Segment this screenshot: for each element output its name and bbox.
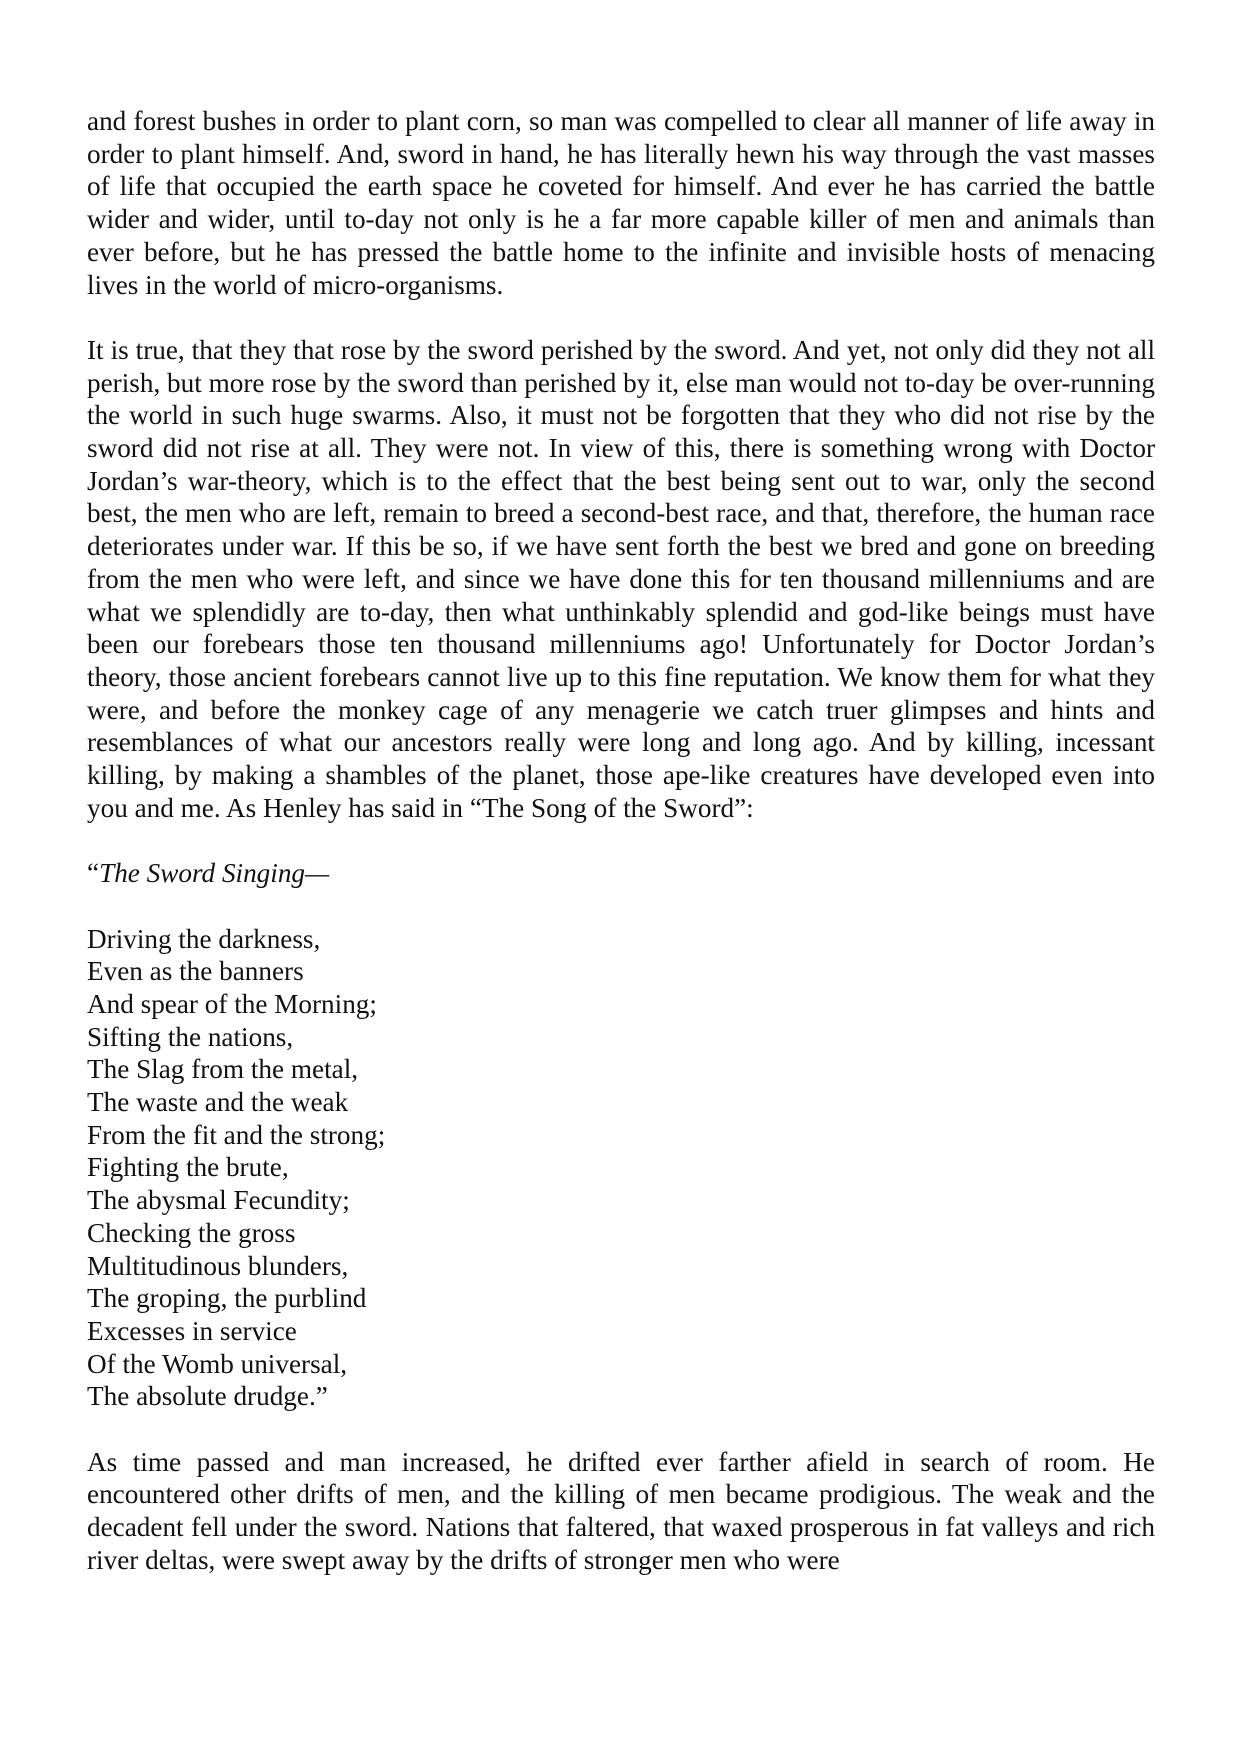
- poem-stanza: [87, 923, 1155, 1414]
- poem-line: The waste and the weak: [87, 1087, 349, 1118]
- poem-line: The abysmal Fecundity;: [87, 1185, 350, 1216]
- poem-line: Sifting the nations,: [87, 1021, 294, 1052]
- poem-line: Multitudinous blunders,: [87, 1250, 349, 1281]
- poem-heading: [87, 857, 1155, 890]
- poem-line: From the fit and the strong;: [87, 1119, 386, 1150]
- paragraph-time-passed: As time passed and man increased, he drifted ever farther afield in search of room. He encountered other drifts of men, and the killing of men became prodigious. The weak and the decadent fell under the sword. Nations that faltered, that waxed prosperous in fat valleys and rich river deltas, were swept away by the drifts of stronger men who were: [87, 1446, 1155, 1575]
- poem-line: Of the Womb universal,: [87, 1348, 348, 1379]
- poem-line: The groping, the purblind: [87, 1283, 367, 1314]
- poem-line: Fighting the brute,: [87, 1152, 289, 1183]
- poem-heading-title: The Sword Singing—: [99, 858, 330, 889]
- poem-line: Checking the gross: [87, 1217, 296, 1248]
- paragraph-gap: [87, 301, 1155, 334]
- paragraph-gap: [87, 824, 1155, 857]
- poem-line: The Slag from the metal,: [87, 1054, 359, 1085]
- poem-line: Excesses in service: [87, 1315, 297, 1346]
- paragraph-rose-by-the-sword: It is true, that they that rose by the sword perished by the sword. And yet, not only did they not all perish, but more rose by the sword than perished by it, else man would not to-day be over-running the world in such huge swarms. Also, it must not be forgotten that they who did not rise by the sword did not rise at all. They were not. In view of this, there is something wrong with Doctor Jordan’s war-theory, which is to the effect that the best being sent out to war, only the second best, the men who are left, remain to breed a second-best race, and that, therefore, the human race deteriorates under war. If this be so, if we have sent forth the best we bred and gone on breeding from the men who were left, and since we have done this for ten thousand millenniums and are what we splendidly are to-day, then what unthinkably splendid and god-like beings must have been our forebears those ten thousand millenniums ago! Unfortunately for Doctor Jordan’s theory, those ancient forebears cannot live up to this fine reputation. We know them for what they were, and before the monkey cage of any menagerie we catch truer glimpses and hints and resemblances of what our ancestors really were long and long ago. And by killing, incessant killing, by making a shambles of the planet, those ape-like creatures have developed even into you and me. As Henley has said in “The Song of the Sword”:: [87, 334, 1155, 823]
- document-page: [87, 105, 1155, 1577]
- paragraph-forest-bushes: and forest bushes in order to plant corn, so man was compelled to clear all manner of life away in order to plant himself. And, sword in hand, he has literally hewn his way through the vast masses of life that occupied the earth space he coveted for himself. And ever he has carried the battle wider and wider, until to-day not only is he a far more capable killer of men and animals than ever before, but he has pressed the battle home to the infinite and invisible hosts of menacing lives in the world of micro-organisms.: [87, 106, 1155, 300]
- poem-line: The absolute drudge.”: [87, 1381, 328, 1412]
- paragraph-gap: [87, 1413, 1155, 1446]
- poem-line: And spear of the Morning;: [87, 988, 377, 1019]
- paragraph-gap: [87, 890, 1155, 923]
- poem-line: Even as the banners: [87, 956, 304, 987]
- poem-line: Driving the darkness,: [87, 923, 321, 954]
- poem-open-quote: “: [87, 858, 100, 889]
